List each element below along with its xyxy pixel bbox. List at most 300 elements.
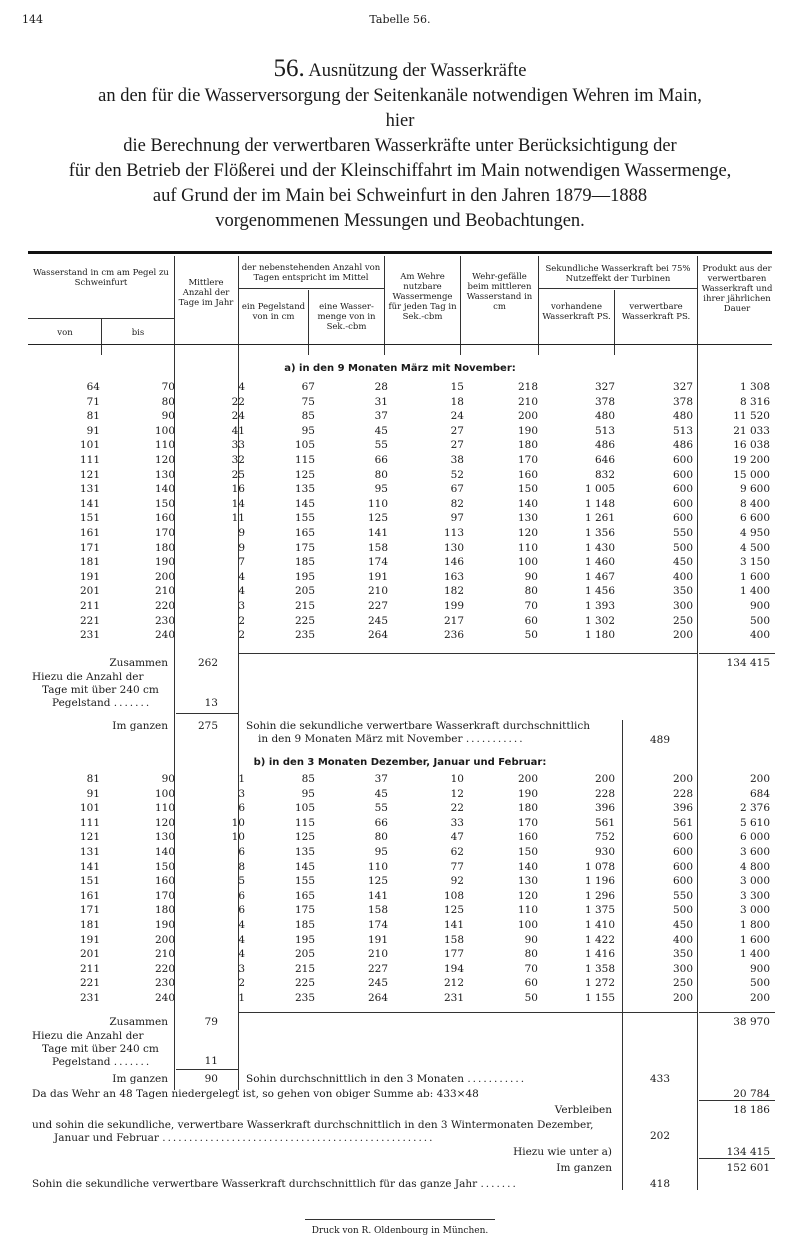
cell-bis: 120 — [154, 454, 175, 466]
cell-tage: 10 — [231, 816, 245, 829]
cell-bis: 180 — [154, 541, 175, 554]
wehr-text: Da das Wehr an 48 Tagen niedergelegt ist, so gehen von obiger Summe ab: 433×48 — [32, 1088, 479, 1100]
cell-wehre-menge: 146 — [443, 556, 464, 569]
cell-vorhanden: 486 — [594, 439, 615, 452]
cell-pegelstand: 95 — [301, 424, 315, 437]
header-wassermenge: eine Wasser-menge von in Sek.-cbm — [317, 302, 376, 332]
cell-tage: 6 — [238, 904, 245, 917]
cell-wehre-menge: 27 — [450, 424, 464, 437]
cell-gefaelle: 140 — [517, 497, 538, 510]
cell-verwertbar: 400 — [672, 570, 693, 583]
cell-pegelstand: 115 — [294, 816, 315, 829]
cell-bis: 100 — [154, 424, 175, 437]
header-divider — [697, 256, 698, 344]
cell-wehre-menge: 82 — [450, 497, 464, 510]
cell-tage: 1 — [238, 773, 245, 785]
cell-pegelstand: 195 — [294, 933, 315, 946]
cell-tage: 5 — [238, 875, 245, 888]
cell-wehre-menge: 92 — [450, 875, 464, 888]
table-row — [28, 556, 772, 570]
cell-tage: 4 — [238, 933, 245, 946]
cell-gefaelle: 90 — [524, 570, 538, 583]
cell-tage: 4 — [238, 948, 245, 961]
cell-tage: 32 — [231, 454, 245, 466]
cell-gefaelle: 160 — [517, 831, 538, 844]
verbleiben-value: 18 186 — [733, 1104, 770, 1116]
cell-produkt: 1 400 — [739, 948, 770, 961]
cell-verwertbar: 250 — [672, 977, 693, 990]
cell-produkt: 4 500 — [739, 541, 770, 554]
cell-wassermenge: 110 — [367, 497, 388, 510]
cell-verwertbar: 500 — [672, 904, 693, 917]
cell-tage: 4 — [238, 381, 245, 393]
cell-wehre-menge: 113 — [443, 527, 464, 539]
cell-tage: 4 — [238, 585, 245, 598]
cell-pegelstand: 225 — [294, 614, 315, 627]
header-produkt: Produkt aus der verwertbaren Wasserkraft und ihrer jährlichen Dauer — [701, 264, 773, 314]
sum-rule — [176, 713, 238, 714]
cell-gefaelle: 170 — [517, 816, 538, 829]
cell-von: 171 — [79, 541, 100, 554]
cell-pegelstand: 125 — [294, 468, 315, 481]
cell-tage: 2 — [238, 977, 245, 990]
cell-verwertbar: 378 — [672, 395, 693, 408]
cell-bis: 140 — [154, 846, 175, 858]
cell-von: 181 — [79, 919, 100, 931]
cell-pegelstand: 67 — [301, 381, 315, 393]
cell-tage: 6 — [238, 846, 245, 858]
cell-gefaelle: 80 — [524, 585, 538, 598]
cell-wehre-menge: 130 — [443, 541, 464, 554]
cell-von: 201 — [79, 585, 100, 598]
table-row — [28, 512, 772, 526]
cell-wehre-menge: 77 — [450, 860, 464, 873]
cell-gefaelle: 100 — [517, 556, 538, 569]
cell-verwertbar: 350 — [672, 585, 693, 598]
cell-vorhanden: 1 456 — [584, 585, 615, 598]
header-sekundlich: Sekundliche Wasserkraft bei 75% Nutzeffekt der Turbinen — [545, 264, 691, 284]
cell-gefaelle: 218 — [517, 381, 538, 393]
cell-wehre-menge: 62 — [450, 846, 464, 858]
sum-rule — [699, 1100, 775, 1101]
cell-tage: 24 — [231, 410, 245, 423]
section-b-zusammen-product: 38 970 — [733, 1016, 770, 1028]
table-row — [28, 410, 772, 424]
cell-pegelstand: 185 — [294, 919, 315, 931]
cell-von: 221 — [79, 614, 100, 627]
section-b-sohin-value: 433 — [649, 1073, 670, 1085]
cell-pegelstand: 165 — [294, 527, 315, 539]
table-row — [28, 919, 772, 933]
cell-vorhanden: 832 — [594, 468, 615, 481]
cell-gefaelle: 200 — [517, 773, 538, 785]
cell-wassermenge: 158 — [367, 541, 388, 554]
table-row — [28, 381, 772, 395]
hiezu-a-label: Hiezu wie unter a) — [513, 1146, 612, 1158]
cell-produkt: 5 610 — [739, 816, 770, 829]
cell-verwertbar: 550 — [672, 527, 693, 539]
cell-pegelstand: 105 — [294, 439, 315, 452]
cell-wassermenge: 28 — [374, 381, 388, 393]
cell-von: 231 — [79, 992, 100, 1004]
sum-rule — [238, 1012, 697, 1013]
cell-von: 161 — [79, 527, 100, 539]
header-pegel: Wasserstand in cm am Pegel zu Schweinfurt — [33, 268, 169, 288]
cell-pegelstand: 155 — [294, 875, 315, 888]
cell-vorhanden: 378 — [594, 395, 615, 408]
hiezu-a-value: 134 415 — [726, 1146, 770, 1158]
cell-bis: 130 — [154, 831, 175, 844]
table-row — [28, 861, 772, 875]
cell-verwertbar: 600 — [672, 860, 693, 873]
cell-tage: 3 — [238, 600, 245, 612]
cell-von: 161 — [79, 889, 100, 902]
table-row — [28, 542, 772, 556]
cell-von: 231 — [79, 629, 100, 642]
section-a-hiezu-days: 13 — [204, 697, 218, 709]
cell-pegelstand: 155 — [294, 512, 315, 525]
cell-bis: 230 — [154, 977, 175, 990]
cell-von: 71 — [86, 395, 100, 408]
cell-von: 101 — [79, 439, 100, 452]
cell-gefaelle: 70 — [524, 962, 538, 975]
cell-produkt: 200 — [749, 992, 770, 1004]
cell-produkt: 900 — [749, 962, 770, 975]
cell-vorhanden: 1 296 — [584, 889, 615, 902]
cell-tage: 7 — [238, 556, 245, 569]
cell-gefaelle: 130 — [517, 512, 538, 525]
header-pegelstand: ein Pegelstand von in cm — [241, 302, 306, 322]
cell-wassermenge: 141 — [367, 527, 388, 539]
cell-wehre-menge: 18 — [450, 395, 464, 408]
title-line-6: auf Grund der im Main bei Schweinfurt in den Jahren 1879—1888 — [152, 186, 648, 206]
title-line-1: 56. Ausnützung der Wasserkräfte — [273, 55, 527, 82]
cell-bis: 240 — [154, 992, 175, 1004]
cell-bis: 220 — [154, 962, 175, 975]
wehr-value: 20 784 — [733, 1088, 770, 1100]
table-row — [28, 817, 772, 831]
table-row — [28, 948, 772, 962]
cell-tage: 9 — [238, 527, 245, 539]
cell-verwertbar: 250 — [672, 614, 693, 627]
cell-produkt: 3 300 — [739, 889, 770, 902]
section-b-zusammen-label: Zusammen — [109, 1016, 168, 1028]
cell-wassermenge: 37 — [374, 773, 388, 785]
header-divider — [174, 256, 175, 344]
cell-tage: 2 — [238, 629, 245, 642]
cell-wehre-menge: 24 — [450, 410, 464, 423]
cell-produkt: 1 600 — [739, 570, 770, 583]
cell-vorhanden: 513 — [594, 424, 615, 437]
cell-bis: 200 — [154, 933, 175, 946]
cell-wassermenge: 55 — [374, 802, 388, 815]
jahr-text: Sohin die sekundliche verwertbare Wasserkraft durchschnittlich für das ganze Jahr ....... — [32, 1178, 518, 1190]
cell-vorhanden: 1 430 — [584, 541, 615, 554]
cell-wassermenge: 227 — [367, 962, 388, 975]
running-header — [22, 13, 778, 29]
cell-tage: 9 — [238, 541, 245, 554]
cell-gefaelle: 110 — [517, 541, 538, 554]
cell-pegelstand: 115 — [294, 454, 315, 466]
cell-tage: 10 — [231, 831, 245, 844]
cell-von: 151 — [79, 512, 100, 525]
cell-von: 181 — [79, 556, 100, 569]
cell-verwertbar: 200 — [672, 992, 693, 1004]
cell-pegelstand: 225 — [294, 977, 315, 990]
cell-produkt: 500 — [749, 977, 770, 990]
cell-wassermenge: 45 — [374, 787, 388, 800]
cell-gefaelle: 140 — [517, 860, 538, 873]
cell-bis: 170 — [154, 527, 175, 539]
cell-wassermenge: 95 — [374, 483, 388, 496]
sum-rule — [699, 653, 775, 654]
column-line — [460, 345, 461, 355]
cell-gefaelle: 210 — [517, 395, 538, 408]
cell-wassermenge: 191 — [367, 570, 388, 583]
cell-tage: 4 — [238, 570, 245, 583]
cell-produkt: 6 000 — [739, 831, 770, 844]
cell-gefaelle: 160 — [517, 468, 538, 481]
table-row — [28, 527, 772, 541]
cell-wehre-menge: 236 — [443, 629, 464, 642]
column-line — [308, 345, 309, 355]
cell-produkt: 3 000 — [739, 904, 770, 917]
cell-von: 81 — [86, 773, 100, 785]
cell-von: 64 — [86, 381, 100, 393]
cell-verwertbar: 400 — [672, 933, 693, 946]
header-divider — [238, 256, 239, 344]
cell-gefaelle: 120 — [517, 889, 538, 902]
section-b-ganzen-label: Im ganzen — [112, 1073, 168, 1085]
cell-pegelstand: 175 — [294, 541, 315, 554]
cell-verwertbar: 550 — [672, 889, 693, 902]
table-row — [28, 875, 772, 889]
cell-wassermenge: 158 — [367, 904, 388, 917]
cell-von: 91 — [86, 787, 100, 800]
cell-verwertbar: 396 — [672, 802, 693, 815]
header-bis: bis — [131, 328, 145, 338]
cell-vorhanden: 327 — [594, 381, 615, 393]
column-line — [384, 345, 385, 355]
sum-rule — [699, 1158, 775, 1159]
cell-pegelstand: 135 — [294, 483, 315, 496]
cell-wassermenge: 66 — [374, 454, 388, 466]
cell-produkt: 8 316 — [739, 395, 770, 408]
cell-von: 131 — [79, 483, 100, 496]
cell-verwertbar: 200 — [672, 629, 693, 642]
cell-vorhanden: 1 180 — [584, 629, 615, 642]
title-line-2: an den für die Wasserversorgung der Seitenkanäle notwendigen Wehren im Main, — [98, 86, 702, 106]
cell-von: 101 — [79, 802, 100, 815]
cell-tage: 6 — [238, 802, 245, 815]
cell-produkt: 3 150 — [739, 556, 770, 569]
cell-produkt: 4 800 — [739, 860, 770, 873]
cell-wassermenge: 264 — [367, 992, 388, 1004]
header-nebenstehend: der nebenstehenden Anzahl von Tagen entspricht im Mittel — [241, 263, 381, 283]
cell-bis: 150 — [154, 860, 175, 873]
cell-tage: 14 — [231, 497, 245, 510]
cell-gefaelle: 150 — [517, 483, 538, 496]
cell-wassermenge: 110 — [367, 860, 388, 873]
cell-vorhanden: 1 078 — [584, 860, 615, 873]
cell-vorhanden: 1 467 — [584, 570, 615, 583]
table-row — [28, 585, 772, 599]
cell-gefaelle: 80 — [524, 948, 538, 961]
cell-tage: 41 — [231, 424, 245, 437]
cell-produkt: 1 308 — [739, 381, 770, 393]
cell-von: 131 — [79, 846, 100, 858]
header-divider — [384, 256, 385, 344]
cell-tage: 16 — [231, 483, 245, 496]
page-number: 144 — [22, 13, 43, 26]
cell-wassermenge: 66 — [374, 816, 388, 829]
cell-gefaelle: 90 — [524, 933, 538, 946]
header-wehre: Am Wehre nutzbare Wassermenge für jeden Tag in Sek.-cbm — [388, 272, 457, 322]
header-subrule — [238, 288, 384, 289]
cell-wehre-menge: 27 — [450, 439, 464, 452]
cell-vorhanden: 1 005 — [584, 483, 615, 496]
cell-produkt: 19 200 — [733, 454, 770, 466]
cell-tage: 2 — [238, 614, 245, 627]
table-row — [28, 425, 772, 439]
cell-von: 121 — [79, 831, 100, 844]
table-row — [28, 615, 772, 629]
cell-wehre-menge: 33 — [450, 816, 464, 829]
cell-tage: 11 — [231, 512, 245, 525]
cell-wehre-menge: 22 — [450, 802, 464, 815]
cell-vorhanden: 1 272 — [584, 977, 615, 990]
printer-imprint: Druck von R. Oldenbourg in München. — [311, 1226, 489, 1236]
table-row — [28, 934, 772, 948]
cell-von: 121 — [79, 468, 100, 481]
cell-produkt: 1 800 — [739, 919, 770, 931]
cell-pegelstand: 235 — [294, 629, 315, 642]
cell-von: 171 — [79, 904, 100, 917]
cell-bis: 230 — [154, 614, 175, 627]
cell-gefaelle: 110 — [517, 904, 538, 917]
cell-pegelstand: 235 — [294, 992, 315, 1004]
table-row — [28, 600, 772, 614]
table-number: 56. — [273, 55, 305, 82]
cell-von: 201 — [79, 948, 100, 961]
cell-tage: 6 — [238, 889, 245, 902]
cell-vorhanden: 1 410 — [584, 919, 615, 931]
header-divider — [614, 290, 615, 344]
header-tage: Mittlere Anzahl der Tage im Jahr — [178, 278, 234, 308]
cell-verwertbar: 327 — [672, 381, 693, 393]
cell-verwertbar: 500 — [672, 541, 693, 554]
cell-pegelstand: 135 — [294, 846, 315, 858]
cell-tage: 25 — [231, 468, 245, 481]
cell-bis: 150 — [154, 497, 175, 510]
cell-bis: 100 — [154, 787, 175, 800]
cell-gefaelle: 190 — [517, 424, 538, 437]
cell-vorhanden: 1 375 — [584, 904, 615, 917]
sum-rule — [699, 1012, 775, 1013]
footer-rule — [305, 1219, 495, 1220]
cell-produkt: 500 — [749, 614, 770, 627]
cell-wassermenge: 45 — [374, 424, 388, 437]
cell-produkt: 15 000 — [733, 468, 770, 481]
cell-produkt: 3 600 — [739, 846, 770, 858]
column-line — [614, 345, 615, 355]
cell-verwertbar: 450 — [672, 556, 693, 569]
cell-gefaelle: 70 — [524, 600, 538, 612]
cell-verwertbar: 600 — [672, 512, 693, 525]
table-title — [20, 56, 780, 234]
cell-vorhanden: 480 — [594, 410, 615, 423]
cell-wehre-menge: 108 — [443, 889, 464, 902]
cell-bis: 240 — [154, 629, 175, 642]
cell-bis: 80 — [161, 395, 175, 408]
cell-verwertbar: 600 — [672, 875, 693, 888]
header-divider — [538, 256, 539, 344]
ganzen-label: Im ganzen — [556, 1162, 612, 1174]
section-b-hiezu: Hiezu die Anzahl der Tage mit über 240 cm Pegelstand ....... — [32, 1030, 159, 1068]
cell-wehre-menge: 47 — [450, 831, 464, 844]
table-row — [28, 629, 772, 643]
section-b-ganzen-days: 90 — [204, 1073, 218, 1085]
header-bottom-rule — [28, 344, 772, 345]
cell-pegelstand: 125 — [294, 831, 315, 844]
cell-bis: 130 — [154, 468, 175, 481]
cell-bis: 190 — [154, 919, 175, 931]
section-a-heading: a) in den 9 Monaten März mit November: — [284, 363, 516, 374]
cell-vorhanden: 1 196 — [584, 875, 615, 888]
cell-produkt: 684 — [749, 787, 770, 800]
cell-pegelstand: 75 — [301, 395, 315, 408]
table-row — [28, 571, 772, 585]
cell-wassermenge: 210 — [367, 948, 388, 961]
section-b-sohin: Sohin durchschnittlich in den 3 Monaten ........... — [246, 1073, 527, 1085]
section-a-hiezu: Hiezu die Anzahl der Tage mit über 240 cm Pegelstand ....... — [32, 671, 159, 709]
table-row — [28, 396, 772, 410]
cell-verwertbar: 561 — [672, 816, 693, 829]
cell-pegelstand: 105 — [294, 802, 315, 815]
table-row — [28, 831, 772, 845]
section-b-zusammen-days: 79 — [204, 1016, 218, 1028]
cell-wehre-menge: 212 — [443, 977, 464, 990]
cell-bis: 160 — [154, 875, 175, 888]
cell-wehre-menge: 158 — [443, 933, 464, 946]
cell-bis: 160 — [154, 512, 175, 525]
cell-produkt: 11 520 — [733, 410, 770, 423]
cell-verwertbar: 600 — [672, 846, 693, 858]
winter-value: 202 — [649, 1130, 670, 1142]
cell-wassermenge: 125 — [367, 875, 388, 888]
table-row — [28, 773, 772, 787]
cell-wassermenge: 95 — [374, 846, 388, 858]
cell-pegelstand: 145 — [294, 860, 315, 873]
table-row — [28, 992, 772, 1006]
cell-pegelstand: 205 — [294, 585, 315, 598]
cell-tage: 22 — [231, 395, 245, 408]
cell-produkt: 9 600 — [739, 483, 770, 496]
cell-wehre-menge: 97 — [450, 512, 464, 525]
cell-bis: 180 — [154, 904, 175, 917]
cell-vorhanden: 1 148 — [584, 497, 615, 510]
cell-gefaelle: 50 — [524, 629, 538, 642]
cell-produkt: 8 400 — [739, 497, 770, 510]
cell-produkt: 1 400 — [739, 585, 770, 598]
column-line — [538, 345, 539, 355]
title-line-3: hier — [385, 111, 415, 131]
table-row — [28, 454, 772, 468]
cell-verwertbar: 228 — [672, 787, 693, 800]
cell-vorhanden: 1 155 — [584, 992, 615, 1004]
cell-vorhanden: 228 — [594, 787, 615, 800]
cell-verwertbar: 513 — [672, 424, 693, 437]
